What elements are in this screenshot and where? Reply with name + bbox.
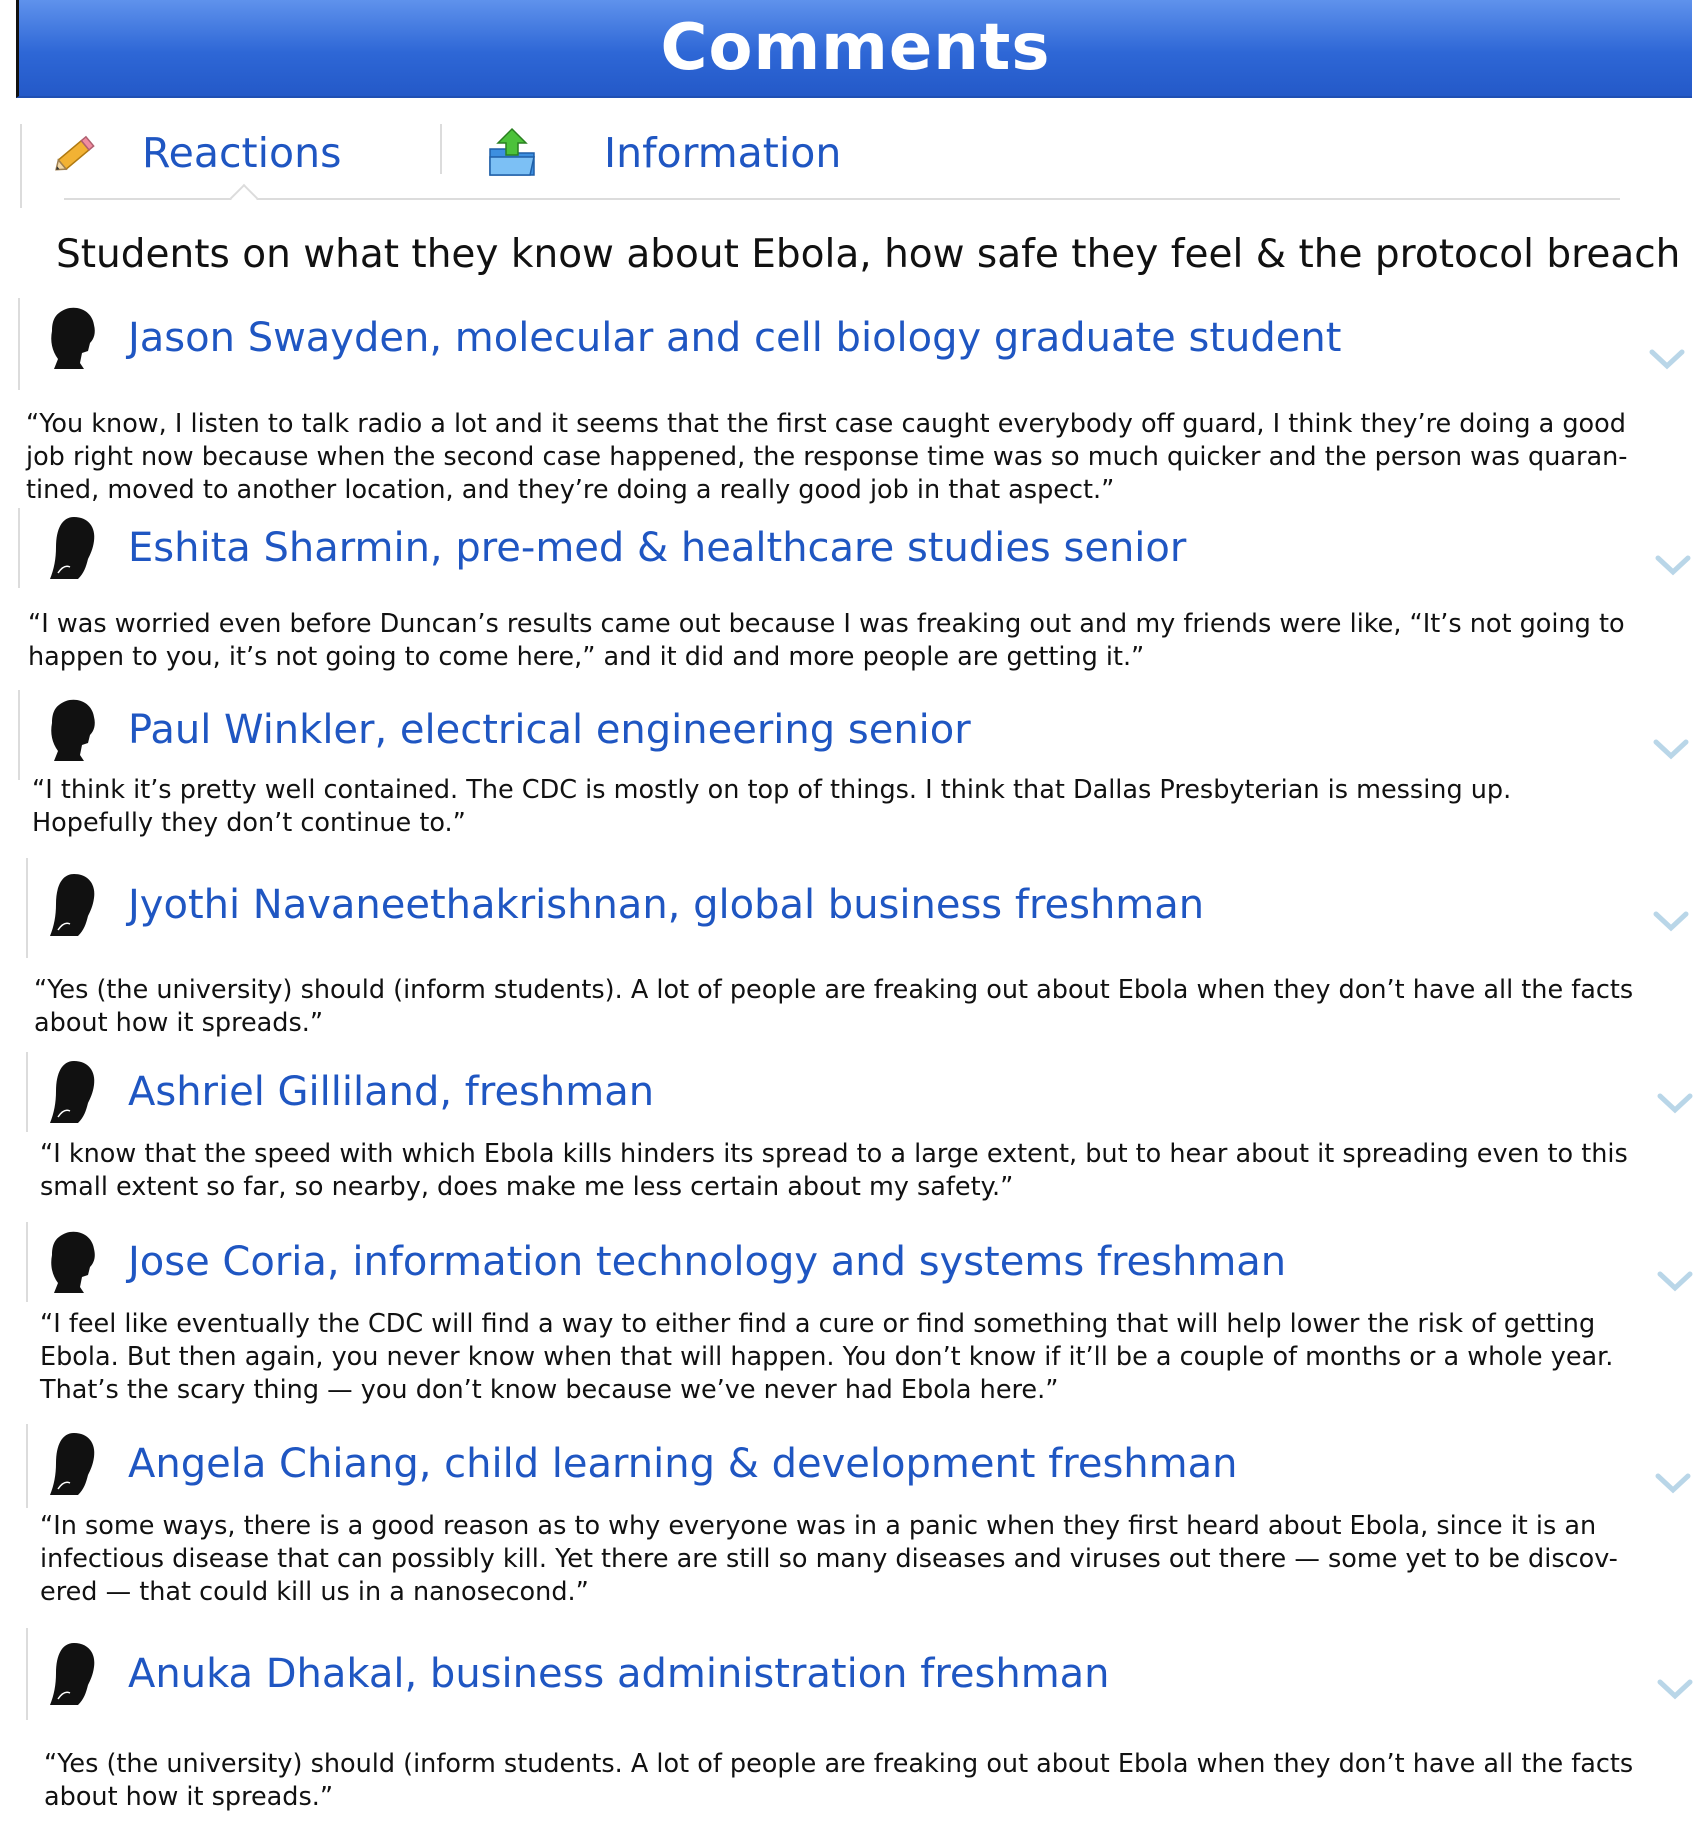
section-subtitle: Students on what they know about Ebola, how safe they feel & the protocol breach — [56, 232, 1681, 277]
commenter-name[interactable]: Jason Swayden, molecular and cell biology graduate student — [128, 315, 1342, 361]
comment-quote — [40, 1138, 1660, 1204]
chevron-down-icon[interactable] — [1654, 552, 1692, 578]
quote-line: “I feel like eventually the CDC will find a way to either find a cure or find something that will help lower the risk of getting — [40, 1309, 1596, 1339]
quote-line: “I think it’s pretty well contained. The CDC is mostly on top of things. I think that Dallas Presbyterian is messing up. — [32, 775, 1512, 805]
quote-line: ered — that could kill us in a nanosecond.” — [40, 1577, 589, 1607]
comment-header[interactable] — [18, 508, 1186, 588]
commenter-name[interactable]: Jyothi Navaneethakrishnan, global business freshman — [128, 882, 1205, 928]
commenter-name[interactable]: Anuka Dhakal, business administration freshman — [128, 1651, 1110, 1697]
quote-line: job right now because when the second case happened, the response time was so much quicker and the person was quaran- — [26, 442, 1628, 472]
quote-line: Ebola. But then again, you never know when that will happen. You don’t know if it’ll be a couple of months or a whole year. — [40, 1342, 1614, 1372]
tab-underline — [64, 198, 1620, 200]
comment-quote — [34, 974, 1654, 1040]
chevron-down-icon[interactable] — [1652, 908, 1690, 934]
quote-line: about how it spreads.” — [44, 1782, 334, 1812]
quote-line: That’s the scary thing — you don’t know because we’ve never had Ebola here.” — [40, 1375, 1059, 1405]
commenter-name[interactable]: Paul Winkler, electrical engineering senior — [128, 707, 971, 753]
pencil-icon — [50, 127, 102, 179]
comment-header[interactable] — [18, 298, 1341, 378]
commenter-name[interactable]: Angela Chiang, child learning & development freshman — [128, 1441, 1238, 1487]
quote-line: infectious disease that can possibly kill. Yet there are still so many diseases and viruses out there — some yet to be discov- — [40, 1544, 1618, 1574]
comment-header[interactable] — [18, 690, 971, 770]
tab-divider — [440, 124, 442, 174]
quote-line: “Yes (the university) should (inform students). A lot of people are freaking out about Ebola when they don’t have all the facts — [34, 975, 1634, 1005]
tab-bar-left-divider — [20, 124, 22, 208]
comment-quote — [40, 1510, 1660, 1609]
active-tab-indicator — [230, 184, 258, 212]
chevron-down-icon[interactable] — [1656, 1090, 1694, 1116]
comment-quote — [40, 1308, 1660, 1407]
quote-line: “Yes (the university) should (inform students. A lot of people are freaking out about Ebola when they don’t have all the facts — [44, 1749, 1634, 1779]
commenter-name[interactable]: Eshita Sharmin, pre-med & healthcare studies senior — [128, 525, 1187, 571]
commenter-name[interactable]: Jose Coria, information technology and systems freshman — [128, 1239, 1287, 1285]
tab-bar — [20, 118, 1620, 206]
quote-line: “I was worried even before Duncan’s results came out because I was freaking out and my friends were like, “It’s not going to — [28, 609, 1625, 639]
tab-information-label: Information — [604, 129, 842, 177]
tab-reactions[interactable] — [50, 118, 341, 188]
quote-line: happen to you, it’s not going to come here,” and it did and more people are getting it.” — [28, 642, 1145, 672]
female-silhouette-icon — [44, 515, 102, 581]
commenter-name[interactable]: Ashriel Gilliland, freshman — [128, 1069, 655, 1115]
page-title: Comments — [660, 11, 1051, 85]
quote-line: Hopefully they don’t continue to.” — [32, 808, 466, 838]
quote-line: small extent so far, so nearby, does make me less certain about my safety.” — [40, 1172, 1014, 1202]
female-silhouette-icon — [44, 1641, 102, 1707]
folder-upload-icon — [486, 127, 538, 179]
tab-information[interactable] — [486, 118, 841, 188]
comment-quote — [26, 408, 1646, 507]
chevron-down-icon[interactable] — [1654, 1470, 1692, 1496]
quote-line: “In some ways, there is a good reason as to why everyone was in a panic when they first heard about Ebola, since it is an — [40, 1511, 1597, 1541]
chevron-down-icon[interactable] — [1652, 736, 1690, 762]
quote-line: “You know, I listen to talk radio a lot and it seems that the first case caught everybody off guard, I think they’re doing a good — [26, 409, 1626, 439]
quote-line: about how it spreads.” — [34, 1008, 324, 1038]
quote-line: tined, moved to another location, and they’re doing a really good job in that aspect.” — [26, 475, 1115, 505]
comment-header[interactable] — [18, 1052, 654, 1132]
comment-header[interactable] — [18, 1628, 1110, 1720]
chevron-down-icon[interactable] — [1656, 1676, 1694, 1702]
chevron-down-icon[interactable] — [1648, 346, 1686, 372]
comment-header[interactable] — [18, 858, 1204, 952]
title-bar — [16, 0, 1692, 98]
female-silhouette-icon — [44, 1059, 102, 1125]
comment-quote — [32, 774, 1652, 840]
male-silhouette-icon — [44, 1229, 102, 1295]
chevron-down-icon[interactable] — [1656, 1268, 1694, 1294]
comment-quote — [28, 608, 1648, 674]
quote-line: “I know that the speed with which Ebola kills hinders its spread to a large extent, but to hear about it spreading even to this — [40, 1139, 1628, 1169]
male-silhouette-icon — [44, 697, 102, 763]
female-silhouette-icon — [44, 872, 102, 938]
comment-header[interactable] — [18, 1222, 1286, 1302]
male-silhouette-icon — [44, 305, 102, 371]
tab-reactions-label: Reactions — [142, 129, 342, 177]
comment-quote — [44, 1748, 1664, 1814]
female-silhouette-icon — [44, 1431, 102, 1497]
comment-header[interactable] — [18, 1424, 1237, 1504]
